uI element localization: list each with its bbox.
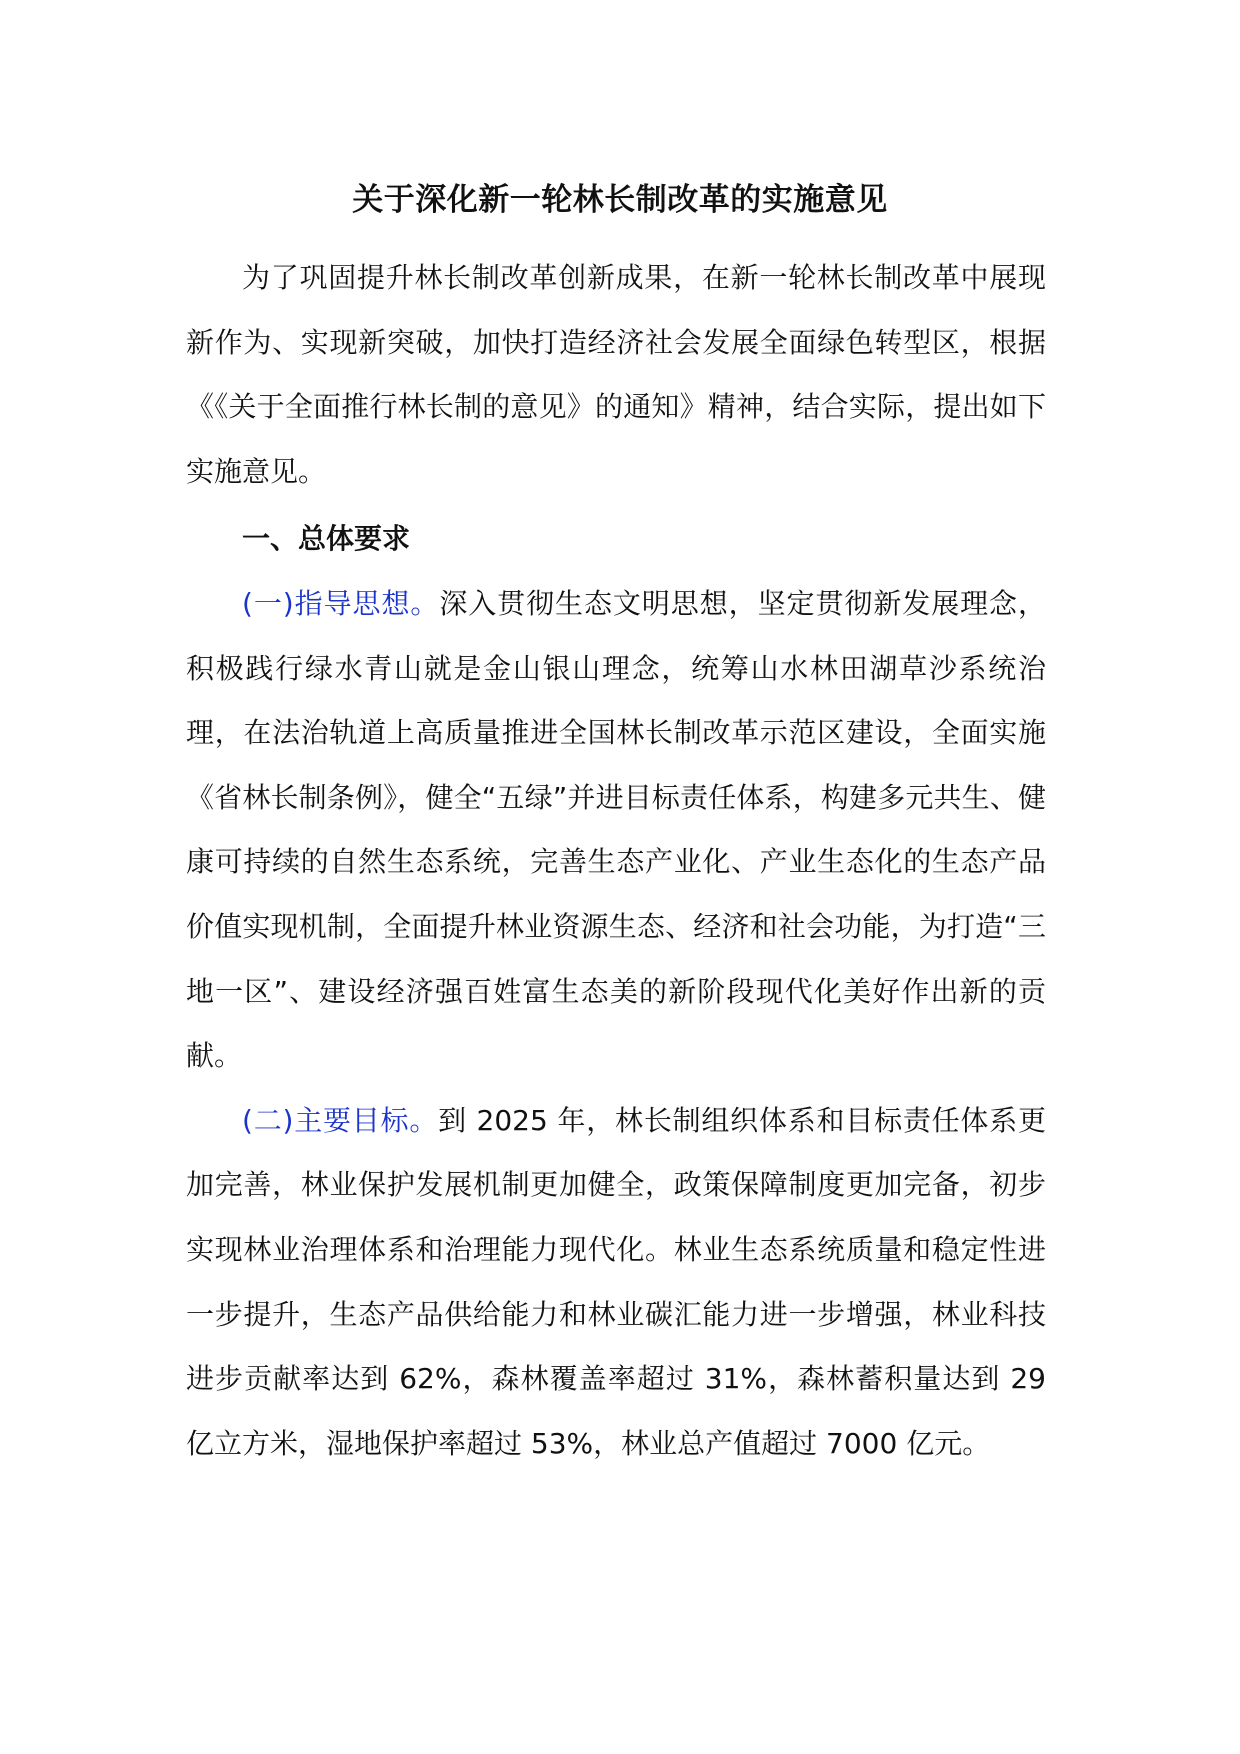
- main-goals-lead: (二)主要目标。: [242, 1103, 439, 1137]
- intro-paragraph: 为了巩固提升林长制改革创新成果，在新一轮林长制改革中展现新作为、实现新突破，加快打造经济社会发展全面绿色转型区，根据《《关于全面推行林长制的意见》的通知》精神，结合实际，提出如下实施意见。: [186, 261, 1046, 488]
- document-title: 关于深化新一轮林长制改革的实施意见: [352, 182, 888, 218]
- guiding-thought-paragraph: [186, 572, 1046, 1089]
- document-body: [186, 246, 1046, 1476]
- main-goals-paragraph: [186, 1089, 1046, 1477]
- guiding-thought-lead: (一)指导思想。: [242, 586, 440, 620]
- guiding-thought-text: 深入贯彻生态文明思想，坚定贯彻新发展理念，积极践行绿水青山就是金山银山理念，统筹山水林田湖草沙系统治理，在法治轨道上高质量推进全国林长制改革示范区建设，全面实施《省林长制条例》，健全“五绿”并进目标责任体系，构建多元共生、健康可持续的自然生态系统，完善生态产业化、产业生态化的生态产品价值实现机制，全面提升林业资源生态、经济和社会功能，为打造“三地一区”、建设经济强百姓富生态美的新阶段现代化美好作出新的贡献。: [186, 586, 1046, 1073]
- main-goals-text: 到 2025 年，林长制组织体系和目标责任体系更加完善，林业保护发展机制更加健全，政策保障制度更加完备，初步实现林业治理体系和治理能力现代化。林业生态系统质量和稳定性进一步提升，生态产品供给能力和林业碳汇能力进一步增强，林业科技进步贡献率达到 62%，森林覆盖率超过 31%，森林蓄积量达到 29 亿立方米，湿地保护率超过 53%，林业总产值超过 7000 亿元。: [186, 1103, 1046, 1460]
- section-heading-general-requirements: 一、总体要求: [242, 522, 411, 556]
